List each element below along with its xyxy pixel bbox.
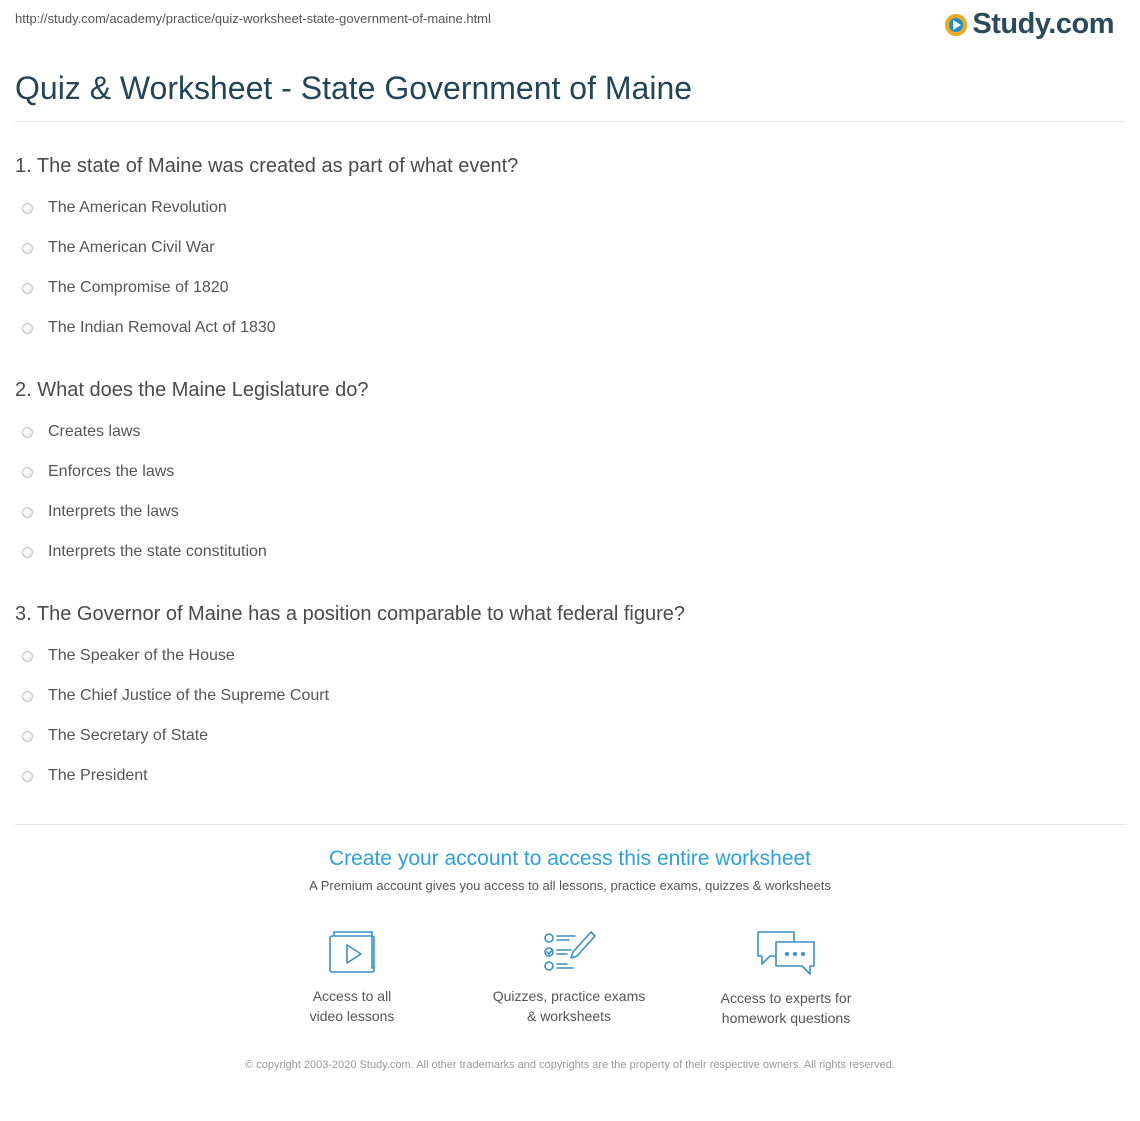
radio-button[interactable] bbox=[22, 651, 33, 662]
radio-button[interactable] bbox=[22, 507, 33, 518]
title-divider bbox=[15, 121, 1125, 122]
quiz-checklist-icon bbox=[541, 928, 597, 976]
question-1: 1. The state of Maine was created as part of what event? bbox=[15, 155, 519, 177]
radio-button[interactable] bbox=[22, 731, 33, 742]
radio-button[interactable] bbox=[22, 243, 33, 254]
answer-option[interactable]: The Indian Removal Act of 1830 bbox=[22, 319, 276, 337]
feature-video-lessons: Access to all video lessons bbox=[252, 928, 452, 1026]
page-url: http://study.com/academy/practice/quiz-worksheet-state-government-of-maine.html bbox=[15, 11, 491, 26]
chat-bubbles-icon bbox=[754, 928, 818, 978]
radio-button[interactable] bbox=[22, 283, 33, 294]
feature-quizzes: Quizzes, practice exams & worksheets bbox=[469, 928, 669, 1026]
radio-button[interactable] bbox=[22, 547, 33, 558]
studycom-logo[interactable] bbox=[945, 8, 1114, 41]
radio-button[interactable] bbox=[22, 203, 33, 214]
video-lessons-icon bbox=[324, 928, 380, 976]
page-title: Quiz & Worksheet - State Government of Maine bbox=[15, 70, 693, 106]
answer-option[interactable]: The President bbox=[22, 767, 148, 785]
answer-option[interactable]: Interprets the state constitution bbox=[22, 543, 267, 561]
answer-option[interactable]: The Secretary of State bbox=[22, 727, 208, 745]
question-2: 2. What does the Maine Legislature do? bbox=[15, 379, 369, 401]
answer-option[interactable]: The American Civil War bbox=[22, 239, 215, 257]
content-divider bbox=[15, 824, 1125, 825]
copyright-notice: © copyright 2003-2020 Study.com. All other trademarks and copyrights are the property of their respective owners. All rights reserved. bbox=[245, 1059, 895, 1071]
radio-button[interactable] bbox=[22, 691, 33, 702]
radio-button[interactable] bbox=[22, 323, 33, 334]
question-3: 3. The Governor of Maine has a position comparable to what federal figure? bbox=[15, 603, 686, 625]
answer-option[interactable]: Enforces the laws bbox=[22, 463, 174, 481]
answer-option[interactable]: Interprets the laws bbox=[22, 503, 179, 521]
answer-option[interactable]: The Compromise of 1820 bbox=[22, 279, 229, 297]
play-circle-icon bbox=[945, 14, 967, 36]
radio-button[interactable] bbox=[22, 467, 33, 478]
answer-option[interactable]: The Chief Justice of the Supreme Court bbox=[22, 687, 329, 705]
premium-description: A Premium account gives you access to all lessons, practice exams, quizzes & worksheets bbox=[309, 878, 831, 893]
answer-option[interactable]: Creates laws bbox=[22, 423, 140, 441]
logo-text: Study.com bbox=[972, 8, 1114, 40]
feature-experts: Access to experts for homework questions bbox=[686, 928, 886, 1028]
radio-button[interactable] bbox=[22, 427, 33, 438]
create-account-link[interactable]: Create your account to access this entire worksheet bbox=[328, 847, 812, 870]
answer-option[interactable]: The Speaker of the House bbox=[22, 647, 235, 665]
radio-button[interactable] bbox=[22, 771, 33, 782]
answer-option[interactable]: The American Revolution bbox=[22, 199, 227, 217]
